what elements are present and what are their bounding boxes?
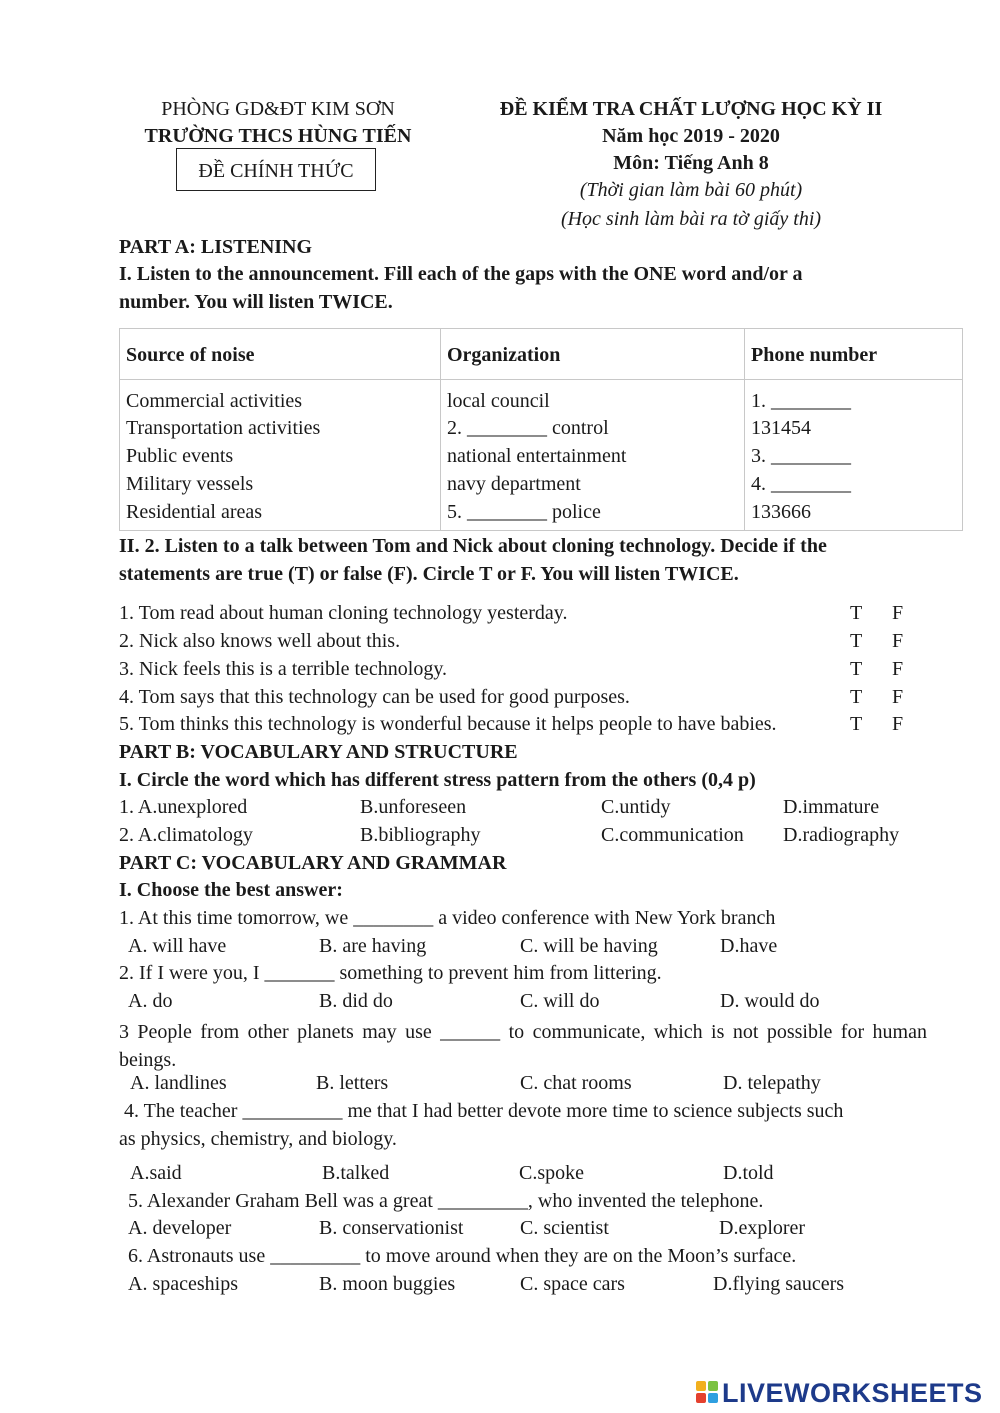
stress-option[interactable]: C.communication	[601, 824, 744, 846]
answer-option[interactable]: B. letters	[316, 1072, 389, 1094]
table-cell-gap: 4. ________	[751, 473, 851, 495]
answer-option[interactable]: A. spaceships	[128, 1273, 238, 1295]
table-cell-gap: 3. ________	[751, 445, 851, 467]
answer-option[interactable]: C. will be having	[520, 935, 658, 957]
part-b-section1-instruction: I. Circle the word which has different stress pattern from the others (0,4 p)	[119, 769, 756, 791]
stress-option[interactable]: D.radiography	[783, 824, 900, 846]
answer-option[interactable]: D.explorer	[719, 1217, 806, 1239]
stress-option[interactable]: B.bibliography	[360, 824, 481, 846]
noise-table	[119, 328, 963, 531]
stress-option[interactable]: 1. A.unexplored	[119, 796, 248, 818]
answer-option[interactable]: C. space cars	[520, 1273, 625, 1295]
false-option[interactable]: F	[892, 713, 904, 735]
stress-option[interactable]: D.immature	[783, 796, 880, 818]
table-cell: 131454	[751, 417, 811, 439]
part-a-section2-instruction-line1: II. 2. Listen to a talk between Tom and Nick about cloning technology. Decide if the	[119, 535, 827, 557]
liveworksheets-logo-icon	[696, 1381, 720, 1405]
answer-option[interactable]: B. conservationist	[319, 1217, 464, 1239]
table-cell: navy department	[447, 473, 581, 495]
true-option[interactable]: T	[850, 686, 863, 708]
school-year: Năm học 2019 - 2020	[602, 125, 780, 147]
answer-option[interactable]: B. did do	[319, 990, 393, 1012]
part-a-section2-instruction-line2: statements are true (T) or false (F). Circle T or F. You will listen TWICE.	[119, 563, 739, 585]
answer-option[interactable]: B. moon buggies	[319, 1273, 456, 1295]
answer-option[interactable]: D.have	[720, 935, 778, 957]
department-name: PHÒNG GD&ĐT KIM SƠN	[161, 98, 395, 120]
question-stem-continued: as physics, chemistry, and biology.	[119, 1128, 397, 1150]
answer-option[interactable]: C. will do	[520, 990, 600, 1012]
true-option[interactable]: T	[850, 630, 863, 652]
answer-option[interactable]: B. are having	[319, 935, 427, 957]
answer-option[interactable]: A. do	[128, 990, 173, 1012]
false-option[interactable]: F	[892, 630, 904, 652]
table-cell: Public events	[126, 445, 234, 467]
table-header-source: Source of noise	[126, 344, 255, 366]
table-cell: Military vessels	[126, 473, 254, 495]
official-label-box	[176, 148, 376, 191]
school-name: TRƯỜNG THCS HÙNG TIẾN	[144, 125, 412, 147]
answer-option[interactable]: D. telepathy	[723, 1072, 821, 1094]
answer-option[interactable]: B.talked	[322, 1162, 390, 1184]
question-stem: 6. Astronauts use _________ to move around when they are on the Moon’s surface.	[128, 1245, 797, 1267]
subject: Môn: Tiếng Anh 8	[613, 152, 769, 174]
liveworksheets-logo	[696, 1377, 983, 1408]
tf-statement: 2. Nick also knows well about this.	[119, 630, 401, 652]
question-stem: 3 People from other planets may use ______ to communicate, which is not possible for human beings.	[119, 1021, 927, 1071]
table-cell-gap: 1. ________	[751, 390, 851, 412]
tf-statement: 5. Tom thinks this technology is wonderful because it helps people to have babies.	[119, 713, 777, 735]
stress-option[interactable]: C.untidy	[601, 796, 671, 818]
part-b-title: PART B: VOCABULARY AND STRUCTURE	[119, 741, 518, 763]
answer-option[interactable]: A. landlines	[130, 1072, 227, 1094]
exam-title: ĐỀ KIỂM TRA CHẤT LƯỢNG HỌC KỲ II	[499, 98, 883, 120]
table-cell: Transportation activities	[126, 417, 321, 439]
answer-option[interactable]: A. developer	[128, 1217, 232, 1239]
answer-option[interactable]: D.told	[723, 1162, 774, 1184]
table-header-divider	[120, 379, 962, 380]
exam-duration: (Thời gian làm bài 60 phút)	[579, 179, 803, 201]
true-option[interactable]: T	[850, 713, 863, 735]
true-option[interactable]: T	[850, 658, 863, 680]
tf-statement: 4. Tom says that this technology can be used for good purposes.	[119, 686, 630, 708]
question-stem: 2. If I were you, I _______ something to prevent him from littering.	[119, 962, 662, 984]
answer-option[interactable]: C.spoke	[519, 1162, 584, 1184]
table-header-phone: Phone number	[751, 344, 878, 366]
liveworksheets-brand: LIVEWORKSHEETS	[722, 1377, 983, 1408]
false-option[interactable]: F	[892, 658, 904, 680]
table-cell: Commercial activities	[126, 390, 303, 412]
table-cell: national entertainment	[447, 445, 627, 467]
tf-statement: 3. Nick feels this is a terrible technology.	[119, 658, 448, 680]
question-stem: 5. Alexander Graham Bell was a great _________, who invented the telephone.	[128, 1190, 764, 1212]
answer-option[interactable]: D.flying saucers	[713, 1273, 845, 1295]
part-a-section1-instruction-line1: I. Listen to the announcement. Fill each of the gaps with the ONE word and/or a	[119, 263, 803, 285]
table-cell-gap: 5. ________ police	[447, 501, 601, 523]
question-stem: 4. The teacher __________ me that I had better devote more time to science subjects such	[124, 1100, 844, 1122]
stress-option[interactable]: B.unforeseen	[360, 796, 467, 818]
part-a-title: PART A: LISTENING	[119, 236, 313, 258]
answer-option[interactable]: A. will have	[128, 935, 227, 957]
answer-option[interactable]: C. scientist	[520, 1217, 609, 1239]
question-stem: 1. At this time tomorrow, we ________ a video conference with New York branch	[119, 907, 776, 929]
table-cell: Residential areas	[126, 501, 263, 523]
false-option[interactable]: F	[892, 686, 904, 708]
table-header-organization: Organization	[447, 344, 561, 366]
table-cell: 133666	[751, 501, 811, 523]
table-column-divider	[440, 329, 441, 530]
table-column-divider	[744, 329, 745, 530]
answer-option[interactable]: D. would do	[720, 990, 820, 1012]
stress-option[interactable]: 2. A.climatology	[119, 824, 253, 846]
table-cell-gap: 2. ________ control	[447, 417, 609, 439]
part-c-title: PART C: VOCABULARY AND GRAMMAR	[119, 852, 507, 874]
answer-option[interactable]: A.said	[130, 1162, 182, 1184]
tf-statement: 1. Tom read about human cloning technology yesterday.	[119, 602, 568, 624]
exam-instruction: (Học sinh làm bài ra tờ giấy thi)	[560, 208, 822, 230]
table-cell: local council	[447, 390, 550, 412]
part-c-section1-instruction: I. Choose the best answer:	[119, 879, 343, 901]
answer-option[interactable]: C. chat rooms	[520, 1072, 632, 1094]
false-option[interactable]: F	[892, 602, 904, 624]
official-label: ĐỀ CHÍNH THỨC	[198, 160, 354, 182]
part-a-section1-instruction-line2: number. You will listen TWICE.	[119, 291, 393, 313]
true-option[interactable]: T	[850, 602, 863, 624]
